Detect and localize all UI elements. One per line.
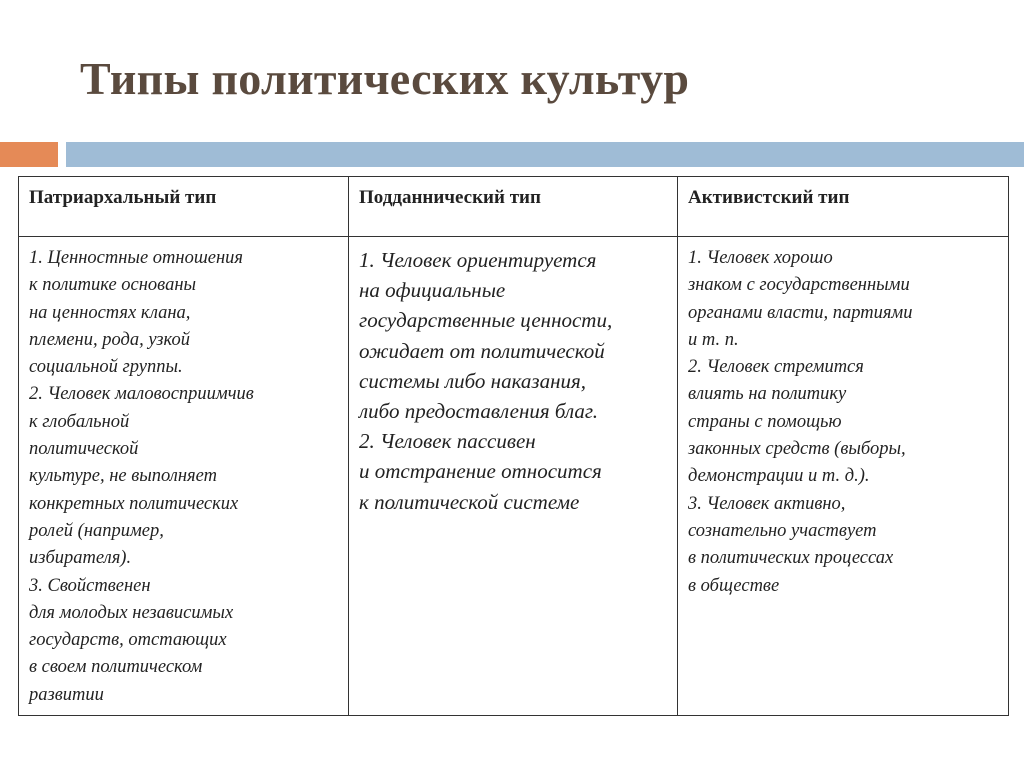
cell-text-line: страны с помощью	[688, 411, 842, 432]
cell-text-line: ожидает от политической	[359, 338, 605, 363]
cell-text-line: племени, рода, узкой	[29, 329, 190, 350]
cell-text-line: государственные ценности,	[359, 308, 613, 333]
cell-text-line: в своем политическом	[29, 657, 203, 678]
political-culture-table	[18, 176, 1009, 716]
accent-bar-left	[0, 142, 58, 167]
cell-text-line: органами власти, партиями	[688, 302, 913, 323]
cell-text-line: законных средств (выборы,	[688, 439, 906, 460]
cell-text-line: на ценностях клана,	[29, 302, 191, 323]
cell-patriarchal	[19, 237, 349, 716]
cell-text-line: 3. Человек активно,	[688, 493, 846, 514]
header-subject: Подданнический тип	[349, 177, 678, 237]
cell-subject	[349, 237, 678, 716]
cell-text-line: на официальные	[359, 278, 506, 303]
header-activist: Активистский тип	[678, 177, 1009, 237]
cell-text-line: развитии	[29, 684, 104, 705]
cell-text-line: 1. Человек хорошо	[688, 248, 833, 268]
cell-text-line: либо предоставления благ.	[359, 399, 599, 424]
cell-text-line: ролей (например,	[29, 520, 164, 541]
cell-text-line: в политических процессах	[688, 548, 894, 569]
cell-text-line: политической	[29, 439, 139, 460]
cell-text-line: к политической системе	[359, 489, 580, 514]
cell-text-line: государств, отстающих	[29, 630, 227, 651]
cell-text-line: 2. Человек маловосприимчив	[29, 384, 254, 405]
cell-text-line: 2. Человек стремится	[688, 357, 864, 378]
cell-text-line: демонстрации и т. д.).	[688, 466, 870, 487]
table-header-row	[19, 177, 1009, 237]
cell-text-line: 1. Человек ориентируется	[359, 248, 597, 272]
page-title: Типы политических культур	[80, 53, 690, 104]
cell-text-line: 3. Свойственен	[29, 575, 151, 596]
cell-text-line: конкретных политических	[29, 493, 239, 514]
cell-text-line: 1. Ценностные отношения	[29, 248, 244, 268]
cell-text-line: системы либо наказания,	[359, 368, 587, 393]
accent-bar-right	[66, 142, 1024, 167]
table-row	[19, 237, 1009, 716]
cell-text-line: и т. п.	[688, 329, 739, 350]
cell-text-line: социальной группы.	[29, 357, 183, 378]
cell-text-line: сознательно участвует	[688, 520, 877, 541]
cell-text-line: к глобальной	[29, 411, 130, 432]
cell-text-line: для молодых независимых	[29, 602, 234, 623]
cell-text-line: к политике основаны	[29, 275, 197, 296]
cell-text-line: в обществе	[688, 575, 780, 596]
cell-text-line: избирателя).	[29, 548, 132, 569]
cell-text-line: 2. Человек пассивен	[359, 429, 536, 454]
cell-text-line: знаком с государственными	[688, 275, 910, 296]
cell-activist	[678, 237, 1009, 716]
cell-text-line: культуре, не выполняет	[29, 466, 217, 487]
cell-text-line: и отстранение относится	[359, 459, 602, 484]
header-patriarchal: Патриархальный тип	[19, 177, 349, 237]
cell-text-line: влиять на политику	[688, 384, 847, 405]
